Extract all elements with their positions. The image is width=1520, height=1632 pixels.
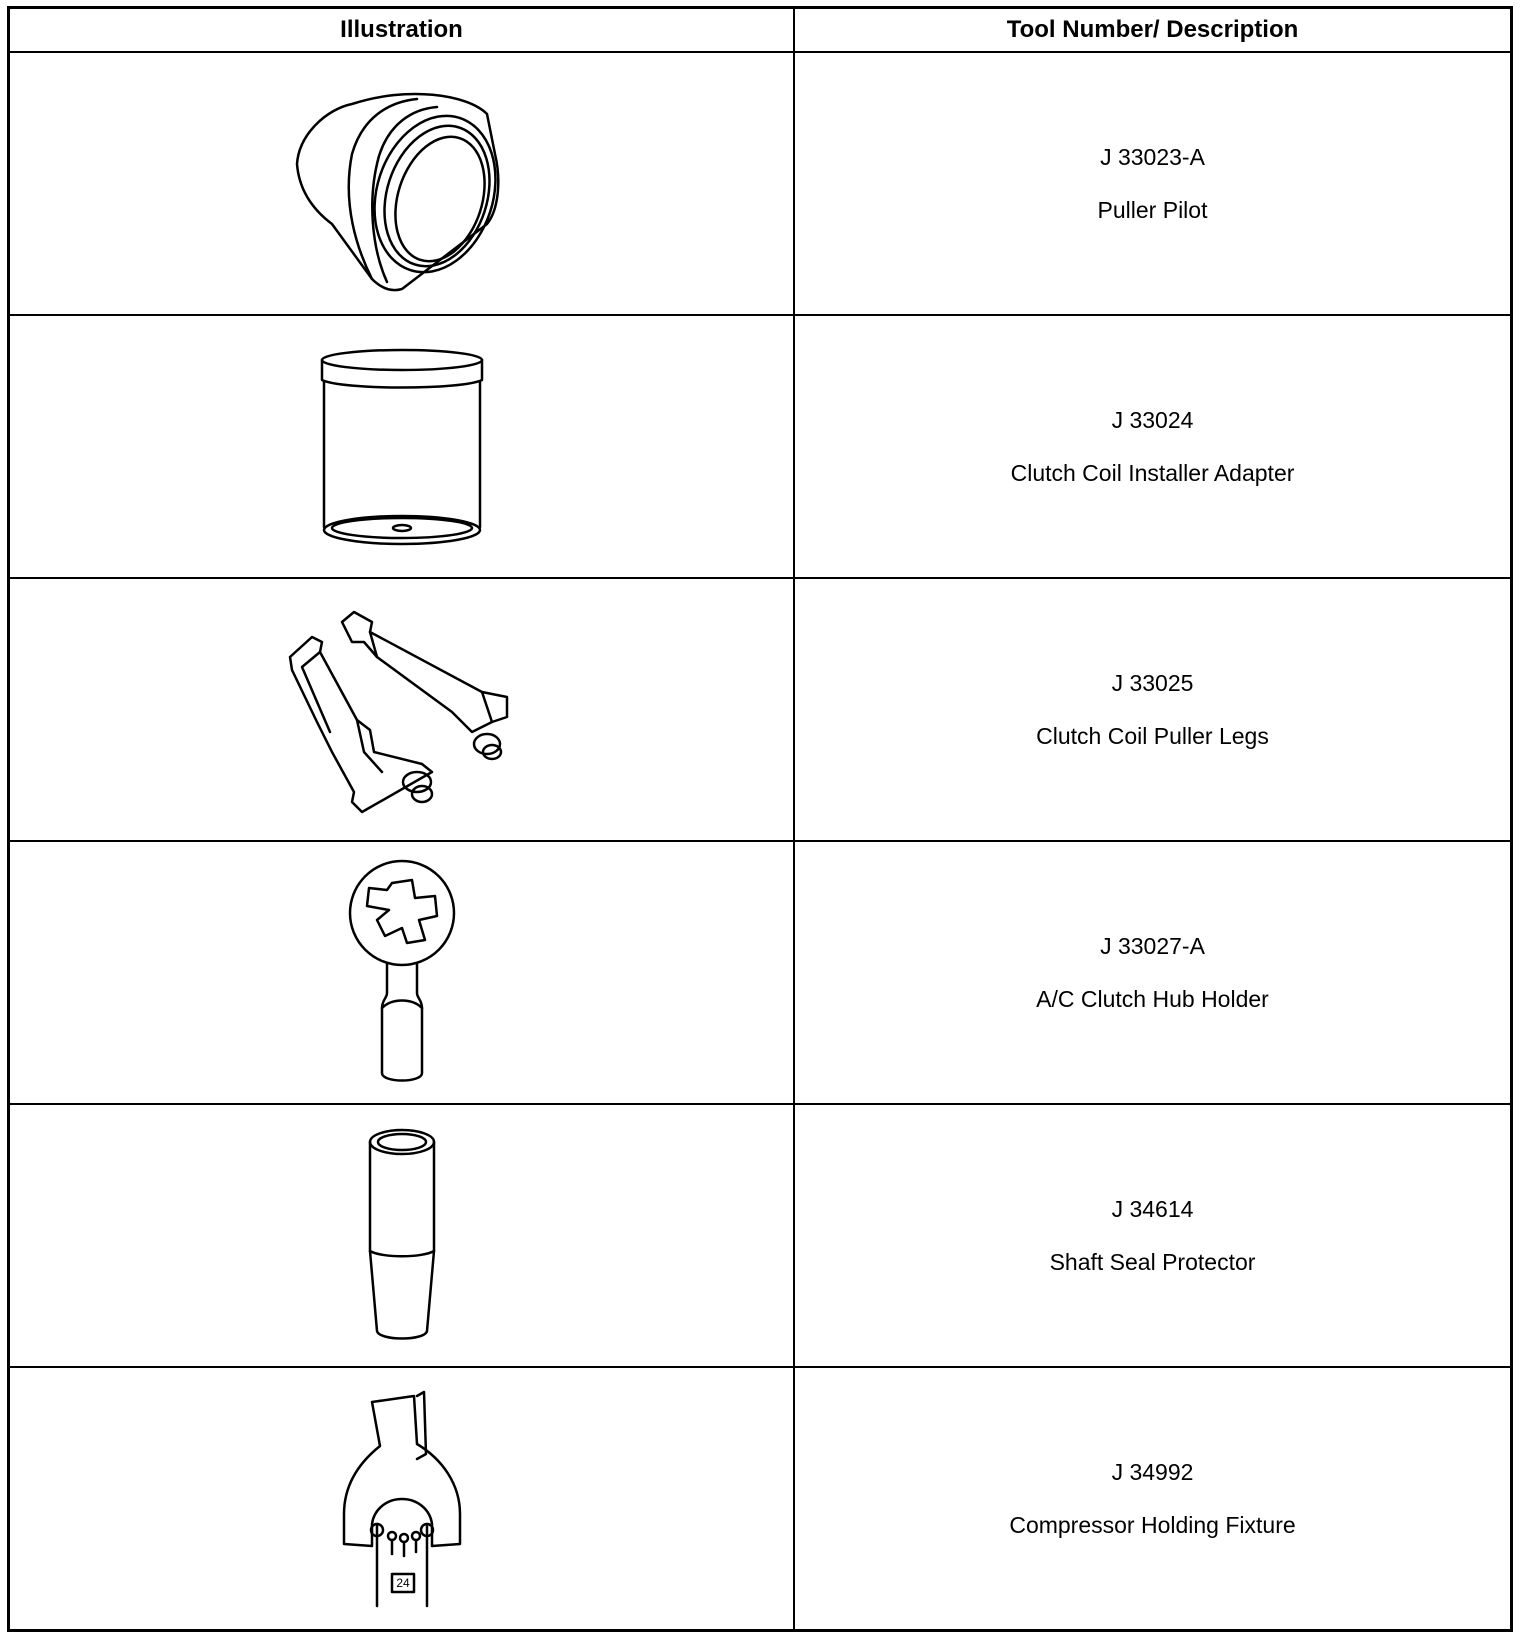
special-tools-table — [7, 6, 1513, 1632]
illustration-cell — [10, 579, 795, 840]
puller-pilot-icon — [287, 74, 517, 294]
hub-holder-icon — [337, 858, 467, 1088]
tool-name: Puller Pilot — [1097, 196, 1208, 223]
tool-name: A/C Clutch Hub Holder — [1036, 985, 1269, 1012]
illustration-cell — [10, 1105, 795, 1366]
tool-description-cell — [795, 1368, 1510, 1629]
tool-number: J 34614 — [1111, 1195, 1194, 1222]
illustration-cell — [10, 316, 795, 577]
table-header-row — [10, 9, 1510, 51]
table-row — [10, 577, 1510, 840]
tool-number: J 33027-A — [1100, 932, 1205, 959]
fixture-tag-label: 24 — [395, 1575, 410, 1590]
puller-legs-icon — [282, 602, 522, 817]
tool-number: J 33023-A — [1100, 143, 1205, 170]
illustration-cell — [10, 842, 795, 1103]
tool-description-cell — [795, 316, 1510, 577]
tool-name: Clutch Coil Installer Adapter — [1010, 459, 1295, 486]
tool-description-cell — [795, 53, 1510, 314]
tool-number: J 34992 — [1111, 1458, 1194, 1485]
tool-number: J 33024 — [1111, 406, 1194, 433]
tool-name: Shaft Seal Protector — [1049, 1248, 1256, 1275]
installer-adapter-icon — [312, 342, 492, 552]
seal-protector-icon — [357, 1126, 447, 1346]
table-row — [10, 840, 1510, 1103]
illustration-cell — [10, 1368, 795, 1629]
tool-name: Clutch Coil Puller Legs — [1036, 722, 1269, 749]
table-row — [10, 1366, 1510, 1629]
table-row — [10, 51, 1510, 314]
tool-description-cell — [795, 842, 1510, 1103]
table-row — [10, 314, 1510, 577]
tool-name: Compressor Holding Fixture — [1009, 1511, 1296, 1538]
table-row — [10, 1103, 1510, 1366]
illustration-header: Illustration — [10, 9, 795, 51]
tool-number: J 33025 — [1111, 669, 1194, 696]
tool-description-cell — [795, 579, 1510, 840]
tool-header: Tool Number/ Description — [1006, 16, 1299, 43]
holding-fixture-icon — [332, 1384, 472, 1614]
illustration-cell — [10, 53, 795, 314]
tool-description-cell — [795, 1105, 1510, 1366]
